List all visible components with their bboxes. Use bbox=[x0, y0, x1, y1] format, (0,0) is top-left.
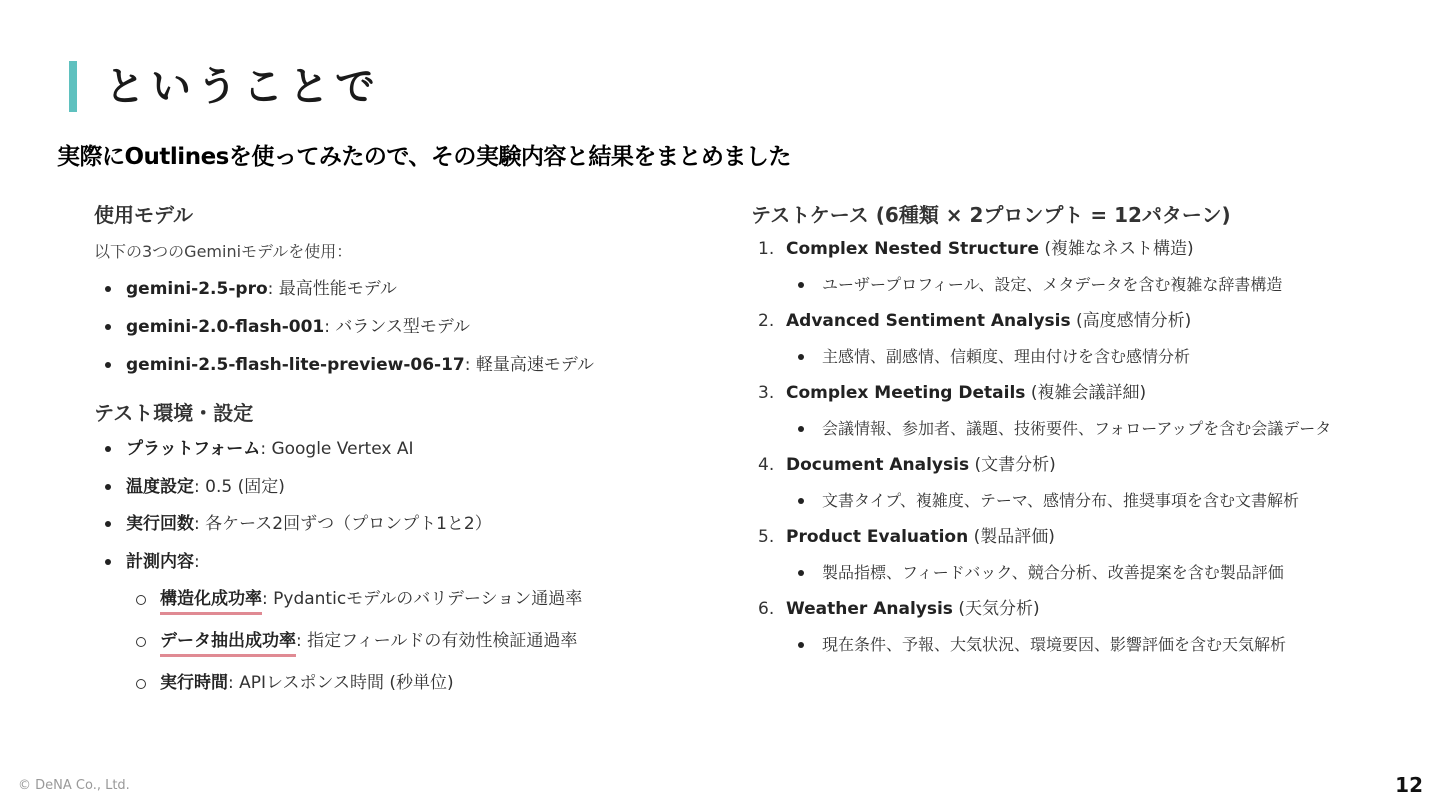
case-name: Advanced Sentiment Analysis bbox=[786, 311, 1071, 331]
models-list bbox=[94, 277, 714, 377]
env-heading: テスト環境・設定 bbox=[94, 401, 254, 425]
model-desc: : 最高性能モデル bbox=[267, 279, 397, 299]
slide-subtitle: 実際にOutlinesを使ってみたので、その実験内容と結果をまとめました bbox=[57, 144, 791, 170]
test-case-item bbox=[751, 381, 1431, 441]
list-item bbox=[94, 512, 714, 536]
case-number: 5. bbox=[758, 527, 775, 547]
case-name: Complex Meeting Details bbox=[786, 383, 1026, 403]
title-accent-bar bbox=[69, 61, 77, 112]
left-column bbox=[94, 200, 714, 709]
case-desc: ユーザープロフィール、設定、メタデータを含む複雑な辞書構造 bbox=[786, 273, 1431, 297]
case-number: 3. bbox=[758, 383, 775, 403]
env-label: 実行回数 bbox=[126, 514, 194, 534]
case-desc: 会議情報、参加者、議題、技術要件、フォローアップを含む会議データ bbox=[786, 417, 1431, 441]
case-name: Weather Analysis bbox=[786, 599, 953, 619]
model-desc: : バランス型モデル bbox=[324, 317, 471, 337]
slide-title: ということで bbox=[105, 64, 381, 110]
case-name: Complex Nested Structure bbox=[786, 239, 1039, 259]
list-item bbox=[126, 587, 714, 615]
case-number: 1. bbox=[758, 239, 775, 259]
metric-label-underlined: データ抽出成功率 bbox=[160, 629, 296, 657]
copyright-footer: © DeNA Co., Ltd. bbox=[18, 778, 130, 793]
model-name: gemini-2.0-flash-001 bbox=[126, 317, 325, 337]
list-item bbox=[94, 353, 714, 377]
test-case-item bbox=[751, 237, 1431, 297]
metric-label: 実行時間 bbox=[160, 672, 228, 693]
case-name: Document Analysis bbox=[786, 455, 970, 475]
case-jp: (高度感情分析) bbox=[1070, 311, 1192, 331]
case-number: 2. bbox=[758, 311, 775, 331]
env-label: プラットフォーム bbox=[126, 439, 261, 459]
models-heading: 使用モデル bbox=[94, 203, 193, 227]
list-item bbox=[94, 277, 714, 301]
case-jp: (文書分析) bbox=[969, 455, 1056, 475]
metric-label-underlined: 構造化成功率 bbox=[160, 587, 262, 615]
list-item bbox=[94, 550, 714, 695]
page-number: 12 bbox=[1395, 773, 1423, 797]
env-label: 温度設定 bbox=[126, 476, 194, 497]
list-item bbox=[126, 629, 714, 657]
test-case-item bbox=[751, 525, 1431, 585]
case-jp: (複雑会議詳細) bbox=[1025, 383, 1147, 403]
case-desc: 文書タイプ、複雑度、テーマ、感情分布、推奨事項を含む文書解析 bbox=[786, 489, 1431, 513]
right-column bbox=[751, 200, 1431, 669]
test-case-item bbox=[751, 309, 1431, 369]
list-item bbox=[94, 437, 714, 461]
env-value: : bbox=[194, 551, 200, 572]
case-desc: 主感情、副感情、信頼度、理由付けを含む感情分析 bbox=[786, 345, 1431, 369]
env-value: : 0.5 (固定) bbox=[194, 476, 285, 497]
list-item bbox=[94, 475, 714, 499]
metric-value: : Pydanticモデルのバリデーション通過率 bbox=[262, 588, 583, 609]
case-jp: (天気分析) bbox=[952, 599, 1040, 619]
metric-value: : APIレスポンス時間 (秒単位) bbox=[228, 672, 454, 693]
test-cases-heading: テストケース (6種類 × 2プロンプト = 12パターン) bbox=[751, 203, 1231, 227]
test-case-item bbox=[751, 597, 1431, 657]
env-value: : 各ケース2回ずつ（プロンプト1と2） bbox=[194, 514, 492, 534]
metric-value: : 指定フィールドの有効性検証通過率 bbox=[296, 630, 578, 651]
test-case-item bbox=[751, 453, 1431, 513]
models-intro: 以下の3つのGeminiモデルを使用： bbox=[94, 242, 353, 261]
case-jp: (複雑なネスト構造) bbox=[1038, 239, 1194, 259]
test-cases-list bbox=[751, 237, 1431, 657]
metrics-list bbox=[126, 587, 714, 695]
case-jp: (製品評価) bbox=[968, 527, 1055, 547]
case-number: 6. bbox=[758, 599, 775, 619]
list-item bbox=[126, 671, 714, 695]
model-name: gemini-2.5-pro bbox=[126, 279, 268, 299]
case-name: Product Evaluation bbox=[786, 527, 969, 547]
env-value: : Google Vertex AI bbox=[260, 439, 414, 459]
list-item bbox=[94, 315, 714, 339]
env-label: 計測内容 bbox=[126, 551, 194, 572]
env-list bbox=[94, 437, 714, 695]
model-name: gemini-2.5-flash-lite-preview-06-17 bbox=[126, 355, 465, 375]
model-desc: : 軽量高速モデル bbox=[464, 355, 595, 375]
case-desc: 製品指標、フィードバック、競合分析、改善提案を含む製品評価 bbox=[786, 561, 1431, 585]
case-number: 4. bbox=[758, 455, 775, 475]
case-desc: 現在条件、予報、大気状況、環境要因、影響評価を含む天気解析 bbox=[786, 633, 1431, 657]
